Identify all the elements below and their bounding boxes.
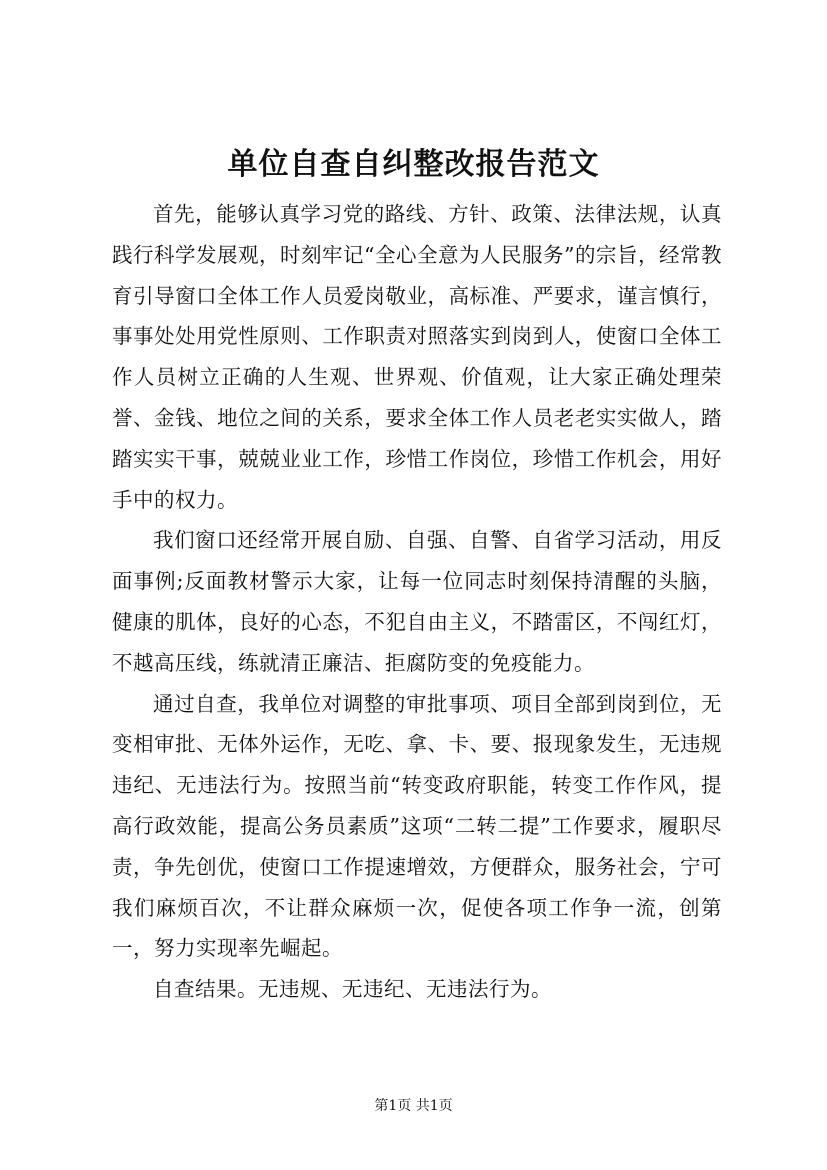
paragraph-2: 我们窗口还经常开展自励、自强、自警、自省学习活动，用反面事例;反面教材警示大家，让每一位同志时刻保持清醒的头脑，健康的肌体，良好的心态，不犯自由主义，不踏雷区，不闯红灯，不越高压线，练就清正廉洁、拒腐防变的免疫能力。 (112, 528, 722, 675)
paragraph-3: 通过自查，我单位对调整的审批事项、项目全部到岗到位，无变相审批、无体外运作，无吃、拿、卡、要、报现象发生，无违规违纪、无违法行为。按照当前“转变政府职能，转变工作作风，提高行政效能，提高公务员素质”这项“二转二提”工作要求，履职尽责，争先创优，使窗口工作提速增效，方便群众，服务社会，宁可我们麻烦百次，不让群众麻烦一次，促使各项工作争一流，创第一，努力实现率先崛起。 (112, 691, 722, 961)
page-footer: 第1页 共1页 (374, 1098, 453, 1114)
document-body (112, 194, 722, 1010)
paragraph-1: 首先，能够认真学习党的路线、方针、政策、法律法规，认真践行科学发展观，时刻牢记“全心全意为人民服务”的宗旨，经常教育引导窗口全体工作人员爱岗敬业，高标准、严要求，谨言慎行，事事处处用党性原则、工作职责对照落实到岗到人，使窗口全体工作人员树立正确的人生观、世界观、价值观，让大家正确处理荣誉、金钱、地位之间的关系，要求全体工作人员老老实实做人，踏踏实实干事，兢兢业业工作，珍惜工作岗位，珍惜工作机会，用好手中的权力。 (112, 202, 722, 512)
document-title: 单位自查自纠整改报告范文 (227, 147, 600, 182)
paragraph-4: 自查结果。无违规、无违纪、无违法行为。 (153, 977, 552, 1002)
